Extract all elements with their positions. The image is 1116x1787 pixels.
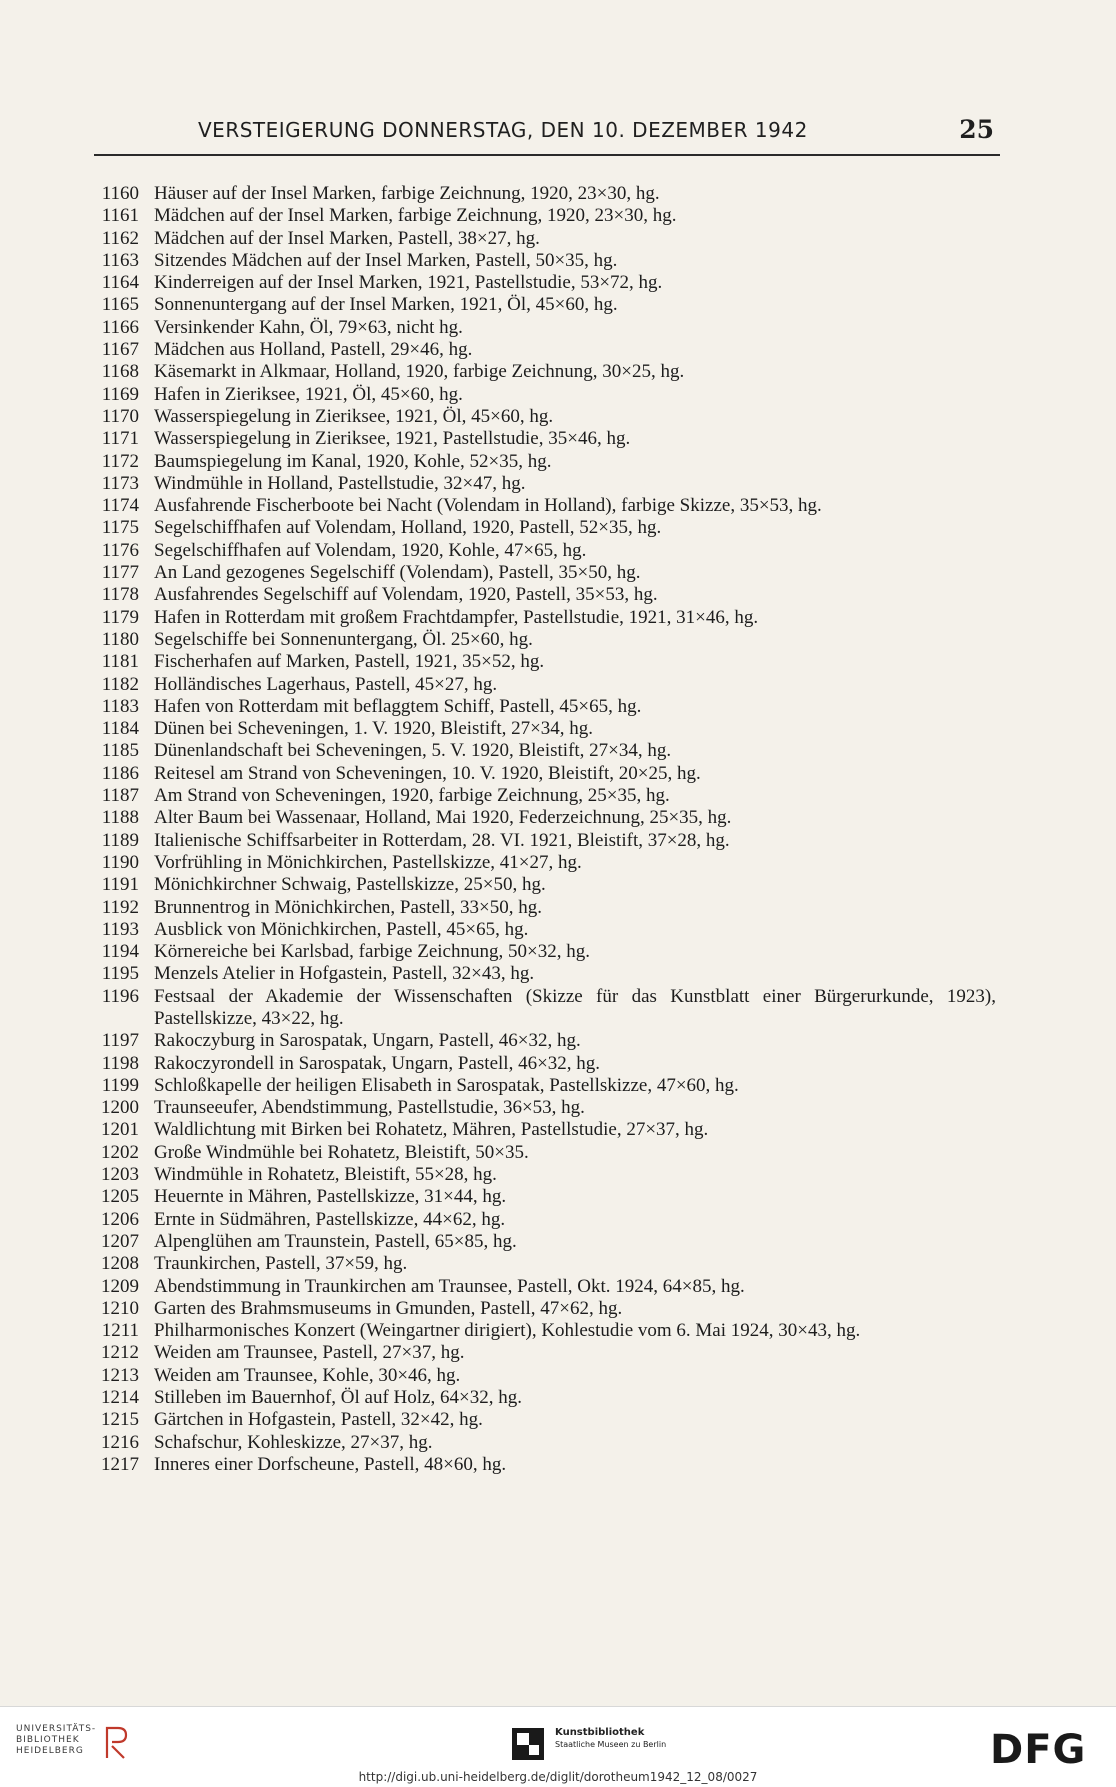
lot-number: 1177 [101, 562, 139, 584]
lot-entry [86, 718, 996, 740]
lot-number: 1185 [101, 740, 139, 762]
lot-description: Schafschur, Kohleskizze, 27×37, hg. [154, 1431, 433, 1453]
lot-entry [86, 696, 996, 718]
lot-description: Brunnentrog in Mönichkirchen, Pastell, 33×50, hg. [154, 896, 543, 918]
lot-description: Stilleben im Bauernhof, Öl auf Holz, 64×32, hg. [154, 1387, 522, 1409]
heidelberg-university-mark-icon [104, 1722, 130, 1762]
running-title: VERSTEIGERUNG DONNERSTAG, DEN 10. DEZEMBER 1942 [198, 118, 808, 142]
lot-description: Mönichkirchner Schwaig, Pastellskizze, 25×50, hg. [154, 874, 546, 896]
lot-number: 1172 [101, 450, 139, 472]
lot-number: 1165 [101, 294, 139, 316]
lot-number: 1186 [101, 762, 139, 784]
lot-entry [86, 1253, 996, 1275]
lot-number: 1166 [101, 316, 139, 338]
lot-number: 1164 [101, 272, 139, 294]
lot-number: 1217 [101, 1453, 139, 1475]
lot-description: Wasserspiegelung in Zieriksee, 1921, Pastellstudie, 35×46, hg. [154, 428, 631, 450]
lot-number: 1171 [101, 428, 139, 450]
lot-description: Traunseeufer, Abendstimmung, Pastellstudie, 36×53, hg. [154, 1097, 585, 1119]
kunstbibliothek-name: Kunstbibliothek [555, 1727, 645, 1738]
lot-description: Festsaal der Akademie der Wissenschaften (Skizze für das Kunstblatt einer Bürgerurkunde, 1923), Pastellskizze, 43×22, hg. [154, 985, 996, 1029]
lot-description: Fischerhafen auf Marken, Pastell, 1921, 35×52, hg. [154, 651, 545, 673]
lot-description: Große Windmühle bei Rohatetz, Bleistift, 50×35. [154, 1141, 529, 1163]
lot-number: 1193 [101, 918, 139, 940]
lot-description: Rakoczyburg in Sarospatak, Ungarn, Pastell, 46×32, hg. [154, 1030, 581, 1052]
lot-number: 1198 [101, 1052, 139, 1074]
lot-number: 1200 [101, 1097, 139, 1119]
lot-description: Schloßkapelle der heiligen Elisabeth in Sarospatak, Pastellskizze, 47×60, hg. [154, 1074, 739, 1096]
lot-entry [86, 540, 996, 562]
lot-entry [86, 1454, 996, 1476]
lot-entry [86, 1164, 996, 1186]
lot-entry [86, 1142, 996, 1164]
university-line: BIBLIOTHEK [16, 1735, 80, 1745]
lot-description: Abendstimmung in Traunkirchen am Traunsee, Pastell, Okt. 1924, 64×85, hg. [154, 1275, 745, 1297]
lot-description: Mädchen auf der Insel Marken, farbige Zeichnung, 1920, 23×30, hg. [154, 205, 677, 227]
lot-description: Körnereiche bei Karlsbad, farbige Zeichnung, 50×32, hg. [154, 941, 590, 963]
lot-description: Philharmonisches Konzert (Weingartner dirigiert), Kohlestudie vom 6. Mai 1924, 30×43, hg. [154, 1320, 861, 1342]
lot-entry [86, 785, 996, 807]
lot-number: 1168 [101, 361, 139, 383]
permalink[interactable]: http://digi.ub.uni-heidelberg.de/diglit/dorotheum1942_12_08/0027 [358, 1770, 758, 1784]
lot-number: 1216 [101, 1431, 139, 1453]
lot-entry [86, 1119, 996, 1141]
lot-entry [86, 428, 996, 450]
lot-number: 1181 [101, 651, 139, 673]
lot-number: 1191 [101, 874, 139, 896]
lot-description: Segelschiffhafen auf Volendam, Holland, 1920, Pastell, 52×35, hg. [154, 517, 662, 539]
lot-number: 1190 [101, 851, 139, 873]
lot-entry [86, 1097, 996, 1119]
lot-description: Inneres einer Dorfscheune, Pastell, 48×60, hg. [154, 1453, 507, 1475]
lot-description: Ernte in Südmähren, Pastellskizze, 44×62, hg. [154, 1208, 506, 1230]
lot-number: 1160 [101, 183, 139, 204]
lot-description: Mädchen aus Holland, Pastell, 29×46, hg. [154, 339, 473, 361]
lot-description: Segelschiffe bei Sonnenuntergang, Öl. 25×60, hg. [154, 628, 533, 650]
lot-number: 1162 [101, 227, 139, 249]
lot-description: Mädchen auf der Insel Marken, Pastell, 38×27, hg. [154, 227, 540, 249]
lot-entry [86, 584, 996, 606]
lot-description: Versinkender Kahn, Öl, 79×63, nicht hg. [154, 316, 463, 338]
lot-entry [86, 1409, 996, 1431]
lot-entry [86, 294, 996, 316]
lot-description: Reitesel am Strand von Scheveningen, 10. V. 1920, Bleistift, 20×25, hg. [154, 762, 701, 784]
page-header [94, 115, 1000, 156]
lot-number: 1209 [101, 1275, 139, 1297]
lot-entry [86, 1365, 996, 1387]
lot-description: Garten des Brahmsmuseums in Gmunden, Pastell, 47×62, hg. [154, 1297, 623, 1319]
lot-entry [86, 1298, 996, 1320]
lot-number: 1205 [101, 1186, 139, 1208]
lot-entry [86, 517, 996, 539]
lot-description: Häuser auf der Insel Marken, farbige Zeichnung, 1920, 23×30, hg. [154, 183, 660, 204]
page-number: 25 [959, 115, 994, 144]
lot-entry [86, 1276, 996, 1298]
lot-entry [86, 406, 996, 428]
lot-entry [86, 1320, 996, 1342]
lot-number: 1173 [101, 472, 139, 494]
lot-entry [86, 495, 996, 517]
lot-entry [86, 807, 996, 829]
lot-entry [86, 361, 996, 383]
lot-description: Käsemarkt in Alkmaar, Holland, 1920, farbige Zeichnung, 30×25, hg. [154, 361, 685, 383]
dfg-logo: DFG [990, 1727, 1087, 1773]
lot-description: Weiden am Traunsee, Pastell, 27×37, hg. [154, 1342, 465, 1364]
lot-description: Weiden am Traunsee, Kohle, 30×46, hg. [154, 1364, 461, 1386]
lot-entry [86, 1186, 996, 1208]
lot-entry [86, 1387, 996, 1409]
lot-entry [86, 740, 996, 762]
lot-description: Alter Baum bei Wassenaar, Holland, Mai 1920, Federzeichnung, 25×35, hg. [154, 807, 732, 829]
lot-number: 1195 [101, 963, 139, 985]
lot-entry [86, 1030, 996, 1052]
lot-entry [86, 272, 996, 294]
lot-description: Waldlichtung mit Birken bei Rohatetz, Mähren, Pastellstudie, 27×37, hg. [154, 1119, 709, 1141]
lot-description: Sonnenuntergang auf der Insel Marken, 1921, Öl, 45×60, hg. [154, 294, 618, 316]
lot-number: 1176 [101, 539, 139, 561]
lot-description: Gärtchen in Hofgastein, Pastell, 32×42, hg. [154, 1409, 483, 1431]
lot-entry [86, 830, 996, 852]
lot-entry [86, 1342, 996, 1364]
lot-description: Heuernte in Mähren, Pastellskizze, 31×44, hg. [154, 1186, 507, 1208]
lot-number: 1167 [101, 339, 139, 361]
lot-entry [86, 674, 996, 696]
lot-description: Hafen von Rotterdam mit beflaggtem Schiff, Pastell, 45×65, hg. [154, 695, 642, 717]
lot-entry [86, 205, 996, 227]
digitization-footer [0, 1706, 1116, 1787]
lot-number: 1192 [101, 896, 139, 918]
lot-entry [86, 941, 996, 963]
lot-number: 1203 [101, 1164, 139, 1186]
lot-number: 1194 [101, 941, 139, 963]
lot-description: Alpenglühen am Traunstein, Pastell, 65×85, hg. [154, 1230, 517, 1252]
lot-entry [86, 250, 996, 272]
lot-entry [86, 228, 996, 250]
lot-entry [86, 562, 996, 584]
lot-number: 1210 [101, 1297, 139, 1319]
lot-list [86, 183, 996, 1476]
lot-number: 1174 [101, 495, 139, 517]
lot-entry [86, 317, 996, 339]
lot-number: 1208 [101, 1253, 139, 1275]
lot-entry [86, 1053, 996, 1075]
lot-entry [86, 986, 996, 1031]
lot-description: Italienische Schiffsarbeiter in Rotterdam, 28. VI. 1921, Bleistift, 37×28, hg. [154, 829, 730, 851]
lot-description: Windmühle in Rohatetz, Bleistift, 55×28, hg. [154, 1164, 497, 1186]
lot-description: Sitzendes Mädchen auf der Insel Marken, Pastell, 50×35, hg. [154, 249, 618, 271]
lot-entry [86, 183, 996, 205]
lot-entry [86, 651, 996, 673]
lot-entry [86, 384, 996, 406]
lot-entry [86, 874, 996, 896]
lot-description: Vorfrühling in Mönichkirchen, Pastellskizze, 41×27, hg. [154, 851, 582, 873]
lot-number: 1170 [101, 405, 139, 427]
lot-description: Ausfahrende Fischerboote bei Nacht (Volendam in Holland), farbige Skizze, 35×53, hg. [154, 495, 822, 517]
lot-number: 1213 [101, 1364, 139, 1386]
lot-number: 1182 [101, 673, 139, 695]
lot-entry [86, 339, 996, 361]
lot-number: 1189 [101, 829, 139, 851]
kunstbibliothek-logo-icon [512, 1728, 544, 1760]
lot-entry [86, 919, 996, 941]
lot-entry [86, 1075, 996, 1097]
lot-number: 1179 [101, 606, 139, 628]
lot-number: 1201 [101, 1119, 139, 1141]
lot-description: Baumspiegelung im Kanal, 1920, Kohle, 52×35, hg. [154, 450, 552, 472]
lot-number: 1183 [101, 695, 139, 717]
university-library-label [16, 1724, 96, 1757]
lot-description: Hafen in Rotterdam mit großem Frachtdampfer, Pastellstudie, 1921, 31×46, hg. [154, 606, 759, 628]
lot-entry [86, 473, 996, 495]
lot-description: Hafen in Zieriksee, 1921, Öl, 45×60, hg. [154, 383, 463, 405]
lot-number: 1199 [101, 1074, 139, 1096]
lot-number: 1215 [101, 1409, 139, 1431]
lot-number: 1178 [101, 584, 139, 606]
lot-number: 1180 [101, 628, 139, 650]
lot-number: 1161 [101, 205, 139, 227]
lot-number: 1214 [101, 1387, 139, 1409]
lot-number: 1188 [101, 807, 139, 829]
lot-number: 1211 [101, 1320, 139, 1342]
lot-description: Ausfahrendes Segelschiff auf Volendam, 1920, Pastell, 35×53, hg. [154, 584, 658, 606]
lot-entry [86, 763, 996, 785]
lot-entry [86, 451, 996, 473]
lot-entry [86, 1231, 996, 1253]
lot-number: 1196 [101, 985, 139, 1007]
lot-entry [86, 963, 996, 985]
lot-description: Traunkirchen, Pastell, 37×59, hg. [154, 1253, 408, 1275]
lot-description: Menzels Atelier in Hofgastein, Pastell, 32×43, hg. [154, 963, 535, 985]
lot-number: 1197 [101, 1030, 139, 1052]
lot-number: 1207 [101, 1230, 139, 1252]
lot-number: 1187 [101, 785, 139, 807]
lot-description: Wasserspiegelung in Zieriksee, 1921, Öl, 45×60, hg. [154, 405, 554, 427]
lot-number: 1206 [101, 1208, 139, 1230]
lot-entry [86, 852, 996, 874]
lot-description: Kinderreigen auf der Insel Marken, 1921, Pastellstudie, 53×72, hg. [154, 272, 663, 294]
lot-description: Holländisches Lagerhaus, Pastell, 45×27, hg. [154, 673, 498, 695]
lot-number: 1212 [101, 1342, 139, 1364]
kunstbibliothek-label [555, 1726, 666, 1751]
lot-entry [86, 607, 996, 629]
university-line: UNIVERSITÄTS- [16, 1724, 97, 1734]
university-line: HEIDELBERG [16, 1746, 84, 1756]
lot-description: Ausblick von Mönichkirchen, Pastell, 45×65, hg. [154, 918, 529, 940]
lot-number: 1163 [101, 249, 139, 271]
lot-description: Am Strand von Scheveningen, 1920, farbige Zeichnung, 25×35, hg. [154, 785, 670, 807]
lot-description: Windmühle in Holland, Pastellstudie, 32×47, hg. [154, 472, 526, 494]
lot-number: 1175 [101, 517, 139, 539]
lot-number: 1202 [101, 1141, 139, 1163]
lot-description: Dünen bei Scheveningen, 1. V. 1920, Bleistift, 27×34, hg. [154, 718, 594, 740]
lot-entry [86, 629, 996, 651]
lot-entry [86, 1209, 996, 1231]
lot-description: Rakoczyrondell in Sarospatak, Ungarn, Pastell, 46×32, hg. [154, 1052, 601, 1074]
kunstbibliothek-subtitle: Staatliche Museen zu Berlin [555, 1740, 667, 1749]
lot-entry [86, 1432, 996, 1454]
lot-number: 1184 [101, 718, 139, 740]
lot-description: Dünenlandschaft bei Scheveningen, 5. V. 1920, Bleistift, 27×34, hg. [154, 740, 672, 762]
lot-description: Segelschiffhafen auf Volendam, 1920, Kohle, 47×65, hg. [154, 539, 587, 561]
lot-description: An Land gezogenes Segelschiff (Volendam), Pastell, 35×50, hg. [154, 562, 641, 584]
lot-number: 1169 [101, 383, 139, 405]
lot-entry [86, 897, 996, 919]
